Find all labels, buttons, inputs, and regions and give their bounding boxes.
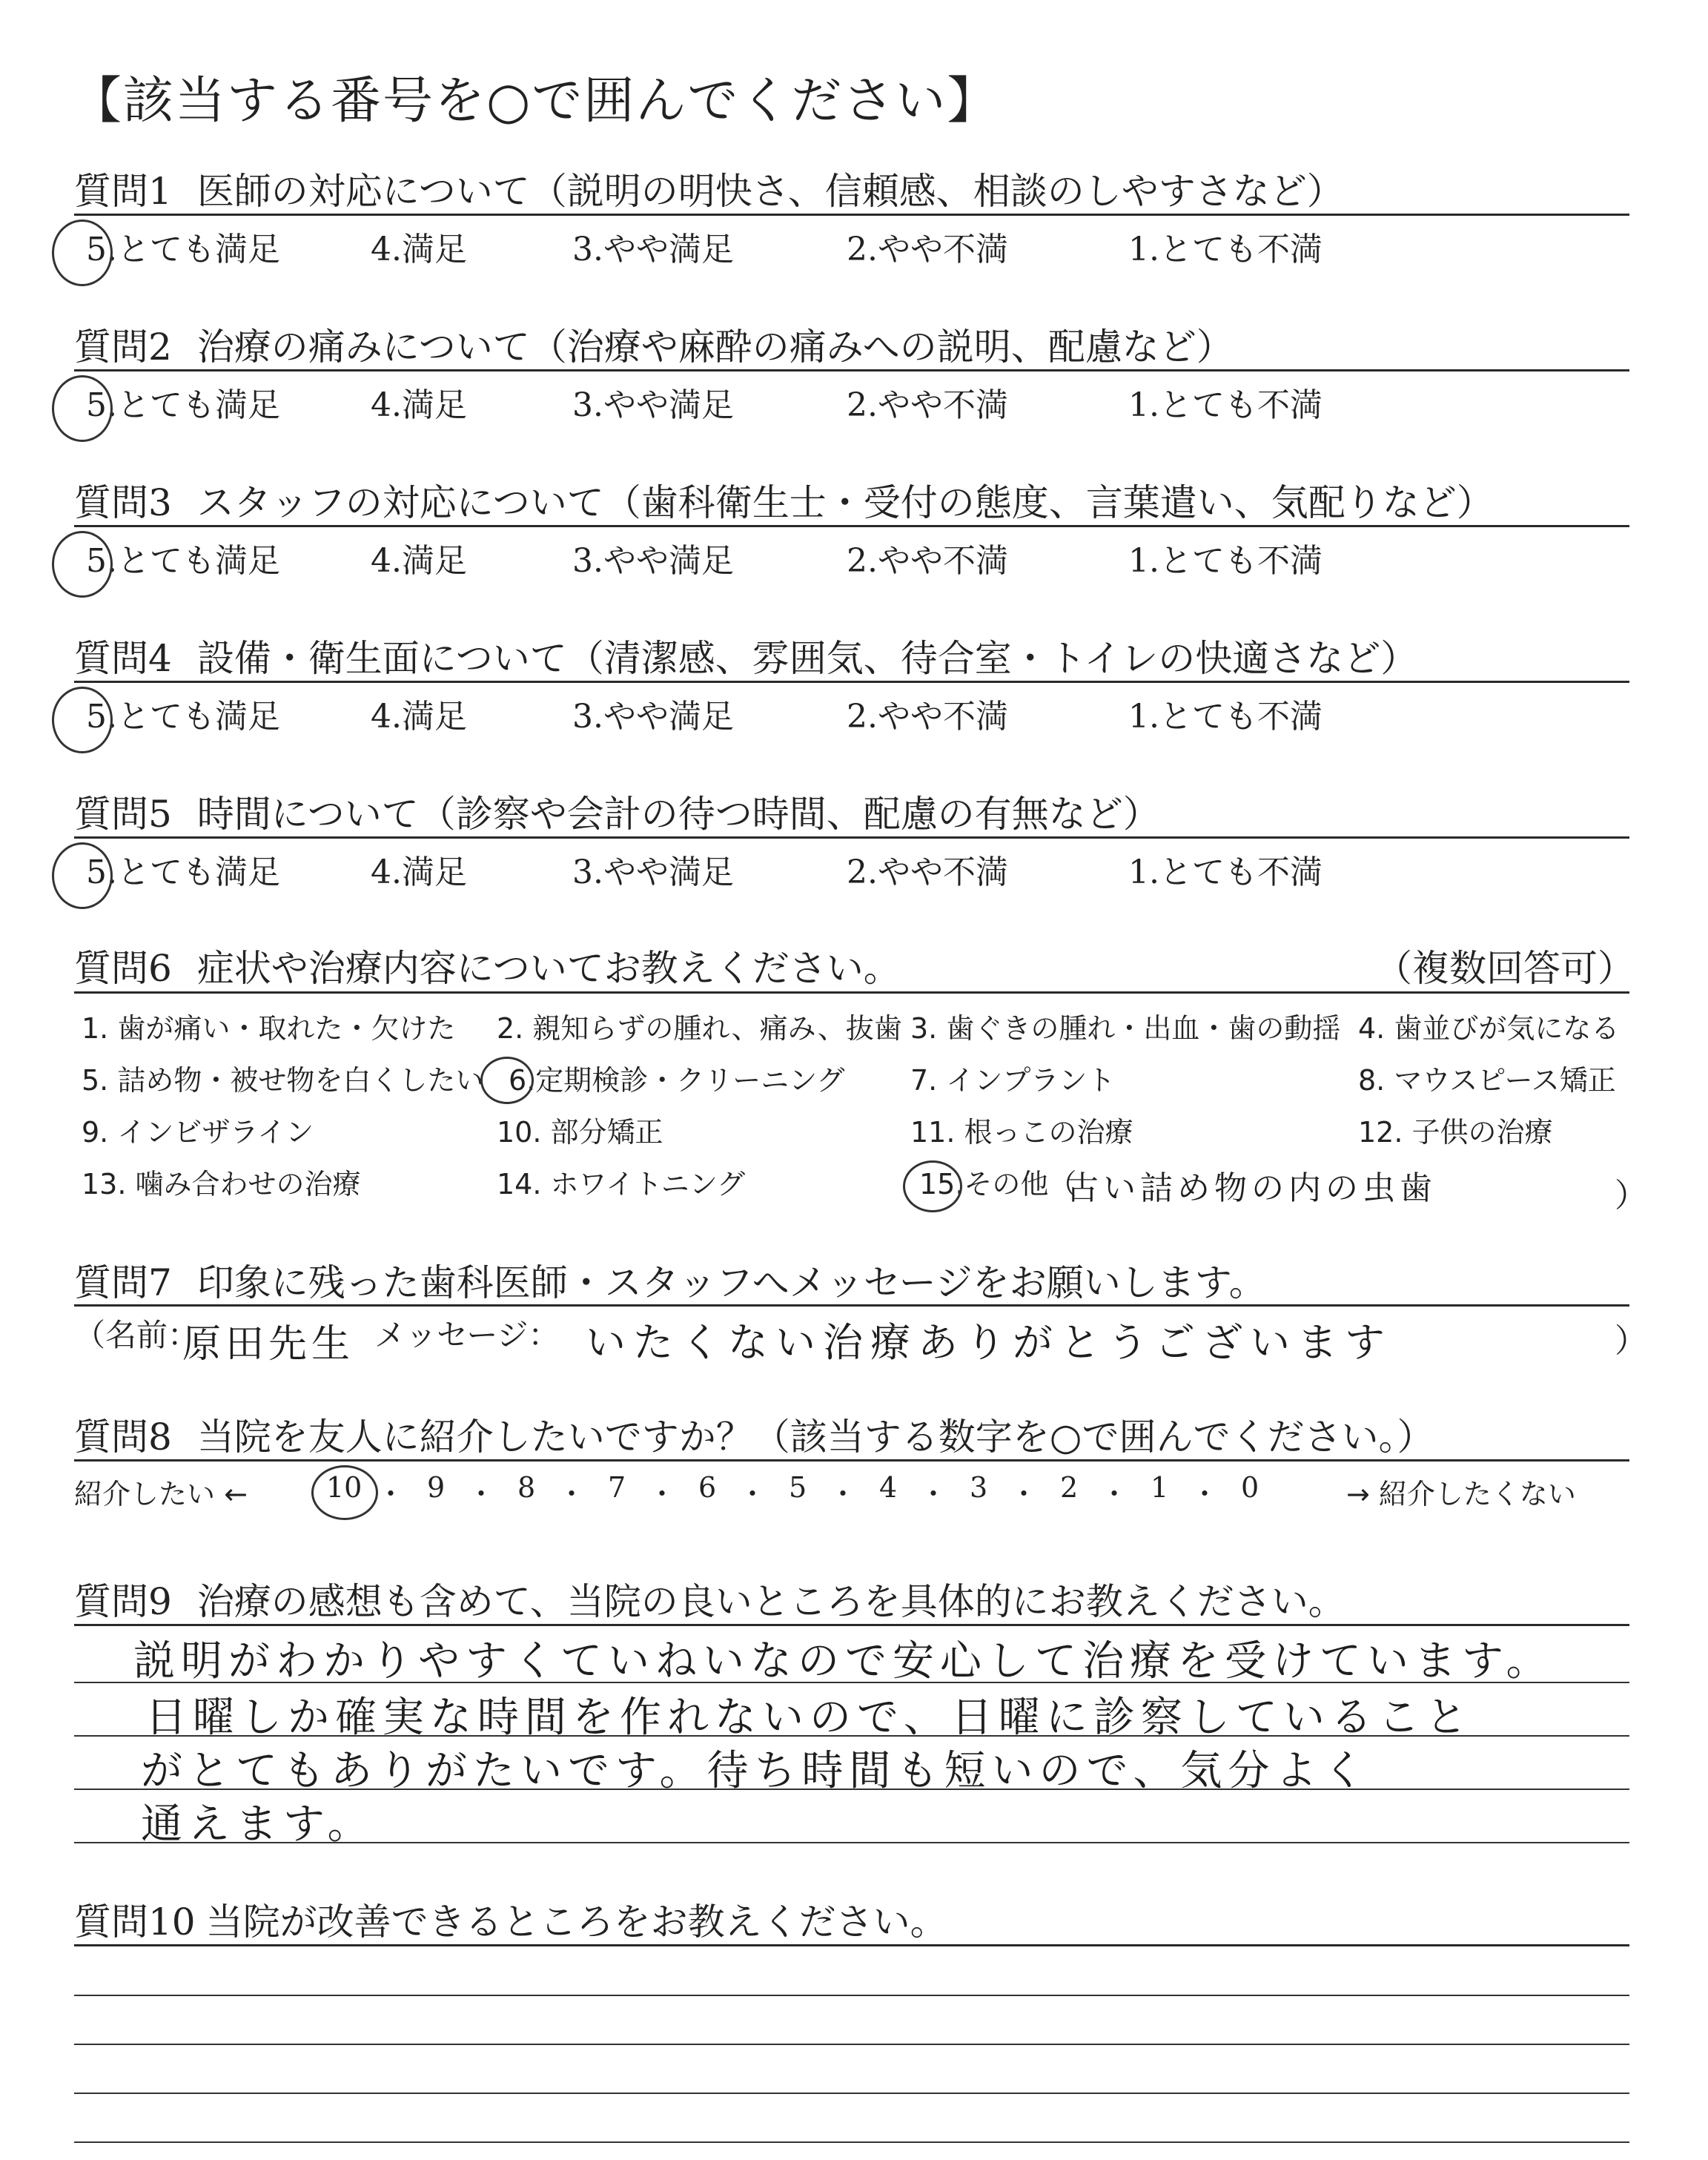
q2-selection-circle[interactable] <box>52 375 113 442</box>
q8-text: 当院を友人に紹介したいですか？（該当する数字を○で囲んでください。） <box>196 1416 1434 1459</box>
q8-scale-separator: ・ <box>648 1478 677 1510</box>
q9-text: 治療の感想も含めて、当院の良いところを具体的にお教えください。 <box>196 1580 1345 1623</box>
q6-heading <box>74 939 901 992</box>
q5-option-3[interactable]: 3.やや満足 <box>572 853 734 891</box>
q2-option-5[interactable]: 5.とても満足 <box>86 386 280 424</box>
q6-option-11[interactable]: 11. 根っこの治療 <box>910 1116 1133 1149</box>
q1-text: 医師の対応について（説明の明快さ、信頼感、相談のしやすさなど） <box>196 170 1344 213</box>
q3-option-2[interactable]: 2.やや不満 <box>847 542 1008 580</box>
q4-heading <box>74 629 1417 682</box>
q6-selection-circle-6[interactable] <box>480 1057 534 1104</box>
q5-text: 時間について（診察や会計の待つ時間、配慮の有無など） <box>196 793 1160 836</box>
q2-option-3[interactable]: 3.やや満足 <box>572 386 734 424</box>
q8-scale-0[interactable]: 0 <box>1241 1471 1260 1504</box>
q7-rule <box>74 1304 1629 1307</box>
q6-option-8[interactable]: 8. マウスピース矯正 <box>1358 1064 1616 1097</box>
q8-scale-7[interactable]: 7 <box>608 1471 626 1504</box>
q4-option-5[interactable]: 5.とても満足 <box>86 698 280 736</box>
q6-option-12[interactable]: 12. 子供の治療 <box>1358 1116 1553 1149</box>
q2-option-2[interactable]: 2.やや不満 <box>847 386 1008 424</box>
q10-number: 質問10 <box>74 1900 196 1943</box>
q8-scale-5[interactable]: 5 <box>789 1471 807 1504</box>
q3-number: 質問3 <box>74 481 172 524</box>
q6-multiple-note: （複数回答可） <box>1375 947 1635 990</box>
q9-answer-text-3: がとてもありがたいです。待ち時間も短いので、気分よく <box>141 1747 1371 1795</box>
q9-answer-text-2: 日曜しか確実な時間を作れないので、日曜に診察していること <box>145 1694 1473 1742</box>
q5-option-5[interactable]: 5.とても満足 <box>86 853 280 891</box>
q3-heading <box>74 473 1494 526</box>
q3-option-3[interactable]: 3.やや満足 <box>572 542 734 580</box>
q10-answer-line-3[interactable] <box>74 2093 1629 2094</box>
q4-option-1[interactable]: 1.とても不満 <box>1128 698 1323 736</box>
q1-number: 質問1 <box>74 170 172 213</box>
q6-option-13[interactable]: 13. 噛み合わせの治療 <box>82 1168 361 1200</box>
q2-text: 治療の痛みについて（治療や麻酔の痛みへの説明、配慮など） <box>196 326 1234 369</box>
q10-answer-line-1[interactable] <box>74 1995 1629 1996</box>
q9-heading <box>74 1572 1345 1625</box>
q6-option-10[interactable]: 10. 部分矯正 <box>497 1116 663 1149</box>
q8-scale-3[interactable]: 3 <box>970 1471 988 1504</box>
q3-option-1[interactable]: 1.とても不満 <box>1128 542 1323 580</box>
q5-heading <box>74 785 1160 838</box>
q8-selection-circle[interactable] <box>311 1465 378 1520</box>
q4-text: 設備・衛生面について（清潔感、雰囲気、待合室・トイレの快適さなど） <box>196 637 1418 680</box>
q8-scale-separator: ・ <box>738 1478 767 1510</box>
q1-option-3[interactable]: 3.やや満足 <box>572 231 734 268</box>
q3-option-4[interactable]: 4.満足 <box>371 542 467 580</box>
q8-scale-8[interactable]: 8 <box>517 1471 536 1504</box>
q7-heading <box>74 1253 1266 1307</box>
q1-option-5[interactable]: 5.とても満足 <box>86 231 280 268</box>
q3-selection-circle[interactable] <box>52 531 113 598</box>
q6-option-6[interactable]: 6.定期検診・クリーニング <box>509 1064 845 1097</box>
q2-number: 質問2 <box>74 326 172 369</box>
q8-heading <box>74 1407 1434 1461</box>
q1-option-4[interactable]: 4.満足 <box>371 231 467 268</box>
q3-text: スタッフの対応について（歯科衛生士・受付の態度、言葉遣い、気配りなど） <box>196 481 1494 524</box>
q2-heading <box>74 317 1234 371</box>
q5-number: 質問5 <box>74 793 172 836</box>
q6-other-answer: 古い詰め物の内の虫歯 <box>1066 1169 1437 1207</box>
q7-message-value: いたくない治療ありがとうございます <box>586 1319 1392 1366</box>
q8-scale-separator: ・ <box>557 1478 586 1510</box>
q9-answer-text-1: 説明がわかりやすくていねいなので安心して治療を受けています。 <box>133 1637 1554 1685</box>
q5-option-1[interactable]: 1.とても不満 <box>1128 853 1323 891</box>
q10-rule <box>74 1944 1629 1946</box>
q8-scale-1[interactable]: 1 <box>1151 1471 1169 1504</box>
q1-option-1[interactable]: 1.とても不満 <box>1128 231 1323 268</box>
q6-option-15[interactable]: 15.その他（ <box>919 1168 1077 1200</box>
q8-scale-2[interactable]: 2 <box>1060 1471 1079 1504</box>
q9-number: 質問9 <box>74 1580 172 1623</box>
q8-scale-separator: ・ <box>1191 1478 1219 1510</box>
q6-option-7[interactable]: 7. インプラント <box>910 1064 1116 1097</box>
q6-number: 質問6 <box>74 947 172 990</box>
q2-option-4[interactable]: 4.満足 <box>371 386 467 424</box>
q6-other-close: ） <box>1615 1177 1647 1215</box>
q6-option-9[interactable]: 9. インビザライン <box>82 1116 314 1149</box>
q6-rule <box>74 991 1629 994</box>
q4-number: 質問4 <box>74 637 172 680</box>
q4-option-4[interactable]: 4.満足 <box>371 698 467 736</box>
q7-close: ） <box>1615 1322 1647 1360</box>
q8-scale-separator: ・ <box>1010 1478 1039 1510</box>
q4-option-2[interactable]: 2.やや不満 <box>847 698 1008 736</box>
q6-option-5[interactable]: 5. 詰め物・被せ物を白くしたい <box>82 1064 484 1097</box>
q3-option-5[interactable]: 5.とても満足 <box>86 542 280 580</box>
q8-scale-separator: ・ <box>919 1478 948 1510</box>
q8-scale-6[interactable]: 6 <box>698 1471 717 1504</box>
q8-scale-4[interactable]: 4 <box>879 1471 898 1504</box>
q8-scale-separator: ・ <box>377 1478 406 1510</box>
q7-message-label: メッセージ： <box>374 1317 560 1353</box>
q6-selection-circle-15[interactable] <box>903 1160 962 1212</box>
q1-selection-circle[interactable] <box>52 219 113 286</box>
q6-text: 症状や治療内容についてお教えください。 <box>196 947 901 990</box>
q7-name-value: 原田先生 <box>182 1322 355 1367</box>
q10-text: 当院が改善できるところをお教えください。 <box>205 1900 947 1943</box>
q3-rule <box>74 525 1629 527</box>
page-title: 【該当する番号を○で囲んでください】 <box>71 72 999 131</box>
q7-number: 質問7 <box>74 1261 172 1304</box>
q8-left-label: 紹介したい ← <box>74 1478 248 1510</box>
q7-text: 印象に残った歯科医師・スタッフへメッセージをお願いします。 <box>196 1261 1266 1304</box>
q6-option-1[interactable]: 1. 歯が痛い・取れた・欠けた <box>82 1012 456 1045</box>
q4-rule <box>74 681 1629 683</box>
q8-number: 質問8 <box>74 1416 172 1459</box>
q6-option-4[interactable]: 4. 歯並びが気になる <box>1358 1012 1620 1045</box>
q4-option-3[interactable]: 3.やや満足 <box>572 698 734 736</box>
q8-rule <box>74 1459 1629 1462</box>
q9-rule <box>74 1624 1629 1626</box>
q2-rule <box>74 369 1629 371</box>
q9-answer-text-4: 通えます。 <box>141 1800 375 1849</box>
q7-name-label: （名前： <box>74 1317 199 1353</box>
q1-rule <box>74 214 1629 216</box>
q4-selection-circle[interactable] <box>52 687 113 753</box>
q5-rule <box>74 836 1629 839</box>
q8-scale-separator: ・ <box>1100 1478 1129 1510</box>
q10-answer-line-2[interactable] <box>74 2044 1629 2045</box>
q5-selection-circle[interactable] <box>52 842 113 909</box>
q5-option-4[interactable]: 4.満足 <box>371 853 467 891</box>
q2-option-1[interactable]: 1.とても不満 <box>1128 386 1323 424</box>
q8-right-label: → 紹介したくない <box>1346 1478 1576 1510</box>
q8-scale-10[interactable]: 10 <box>326 1471 363 1504</box>
q1-option-2[interactable]: 2.やや不満 <box>847 231 1008 268</box>
q1-heading <box>74 162 1344 215</box>
q6-option-2[interactable]: 2. 親知らずの腫れ、痛み、抜歯 <box>497 1012 902 1045</box>
q10-heading <box>74 1892 947 1946</box>
q5-option-2[interactable]: 2.やや不満 <box>847 853 1008 891</box>
q8-scale-separator: ・ <box>467 1478 496 1510</box>
q10-answer-line-4[interactable] <box>74 2141 1629 2143</box>
q8-scale-separator: ・ <box>829 1478 858 1510</box>
q6-option-3[interactable]: 3. 歯ぐきの腫れ・出血・歯の動揺 <box>910 1012 1341 1045</box>
q6-option-14[interactable]: 14. ホワイトニング <box>497 1168 746 1200</box>
q8-scale-9[interactable]: 9 <box>427 1471 446 1504</box>
